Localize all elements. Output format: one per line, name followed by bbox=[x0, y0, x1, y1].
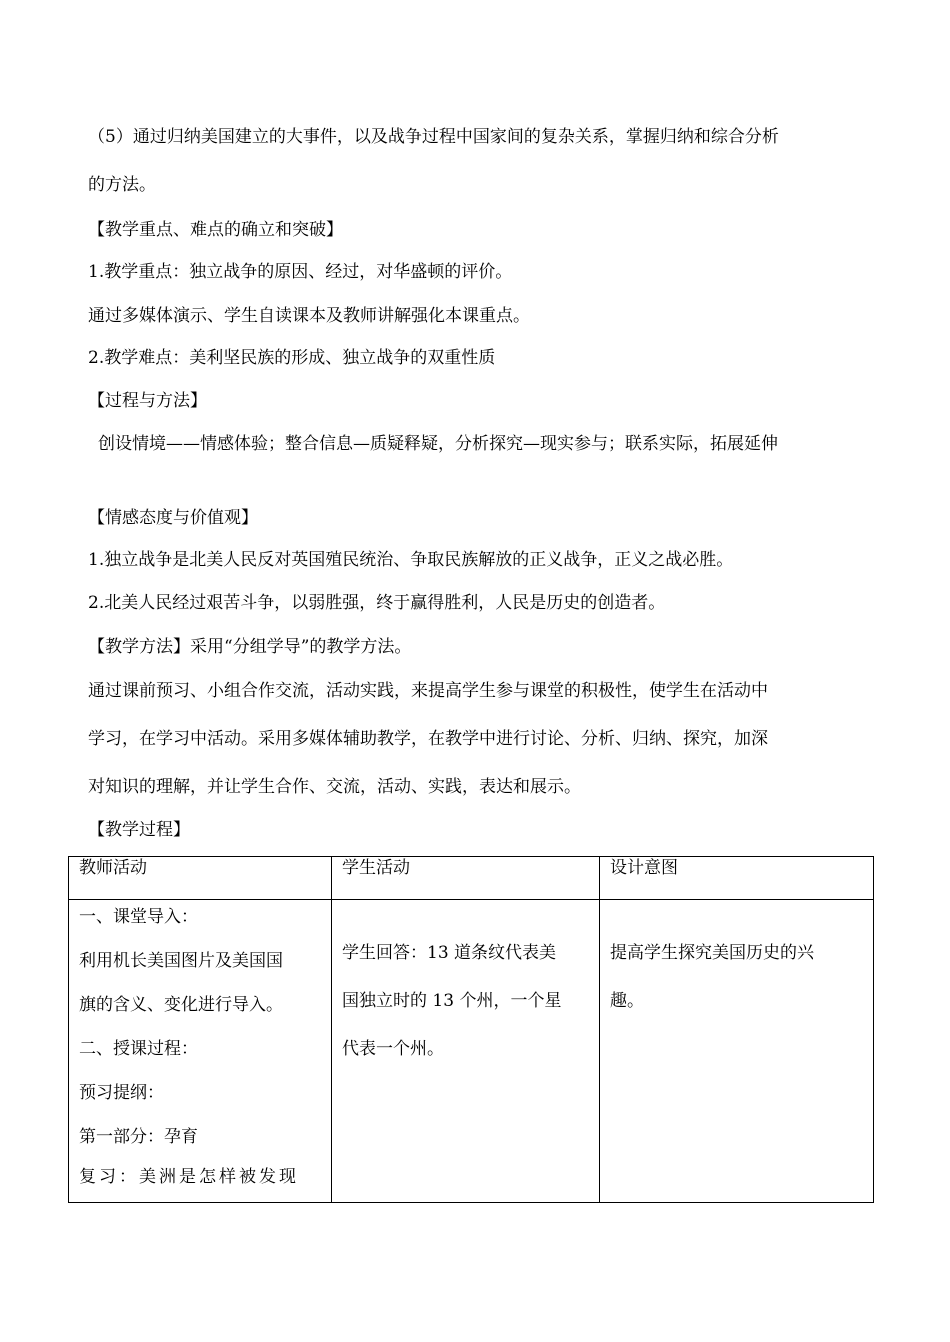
student-line: 学生回答：13 道条纹代表美 bbox=[342, 943, 557, 963]
teaching-method-detail-1: 通过课前预习、小组合作交流，活动实践，来提高学生参与课堂的积极性，使学生在活动中 bbox=[88, 681, 768, 701]
teacher-line: 利用机长美国图片及美国国 bbox=[79, 951, 283, 971]
difficult-point: 2.教学难点：美利坚民族的形成、独立战争的双重性质 bbox=[88, 348, 496, 368]
teacher-line: 旗的含义、变化进行导入。 bbox=[79, 995, 283, 1015]
key-point-method: 通过多媒体演示、学生自读课本及教师讲解强化本课重点。 bbox=[88, 306, 530, 326]
header-teacher-activity: 教师活动 bbox=[69, 857, 332, 900]
teacher-line: 复习：美洲是怎样被发现 bbox=[79, 1167, 299, 1187]
teacher-line: 一、课堂导入： bbox=[79, 907, 198, 927]
teaching-method: 【教学方法】采用“分组学导”的教学方法。 bbox=[88, 637, 412, 657]
teacher-line: 第一部分：孕育 bbox=[79, 1127, 198, 1147]
teacher-line: 预习提纲： bbox=[79, 1083, 164, 1103]
teacher-line: 二、授课过程： bbox=[79, 1039, 198, 1059]
heading-teaching-process: 【教学过程】 bbox=[88, 820, 190, 840]
heading-key-difficult-points: 【教学重点、难点的确立和突破】 bbox=[88, 220, 343, 240]
intent-line: 提高学生探究美国历史的兴 bbox=[610, 943, 814, 963]
student-line: 国独立时的 13 个州，一个星 bbox=[342, 991, 562, 1011]
process-method-text: 创设情境——情感体验；整合信息—质疑释疑，分析探究—现实参与；联系实际，拓展延伸 bbox=[98, 434, 778, 454]
student-line: 代表一个州。 bbox=[342, 1039, 444, 1059]
header-design-intent: 设计意图 bbox=[600, 857, 874, 900]
objective-5-line-2: 的方法。 bbox=[88, 175, 156, 195]
student-activity-cell bbox=[332, 900, 600, 1203]
heading-emotion-values: 【情感态度与价值观】 bbox=[88, 508, 258, 528]
emotion-value-2: 2.北美人民经过艰苦斗争，以弱胜强，终于赢得胜利，人民是历史的创造者。 bbox=[88, 593, 666, 613]
objective-5-line-1: （5）通过归纳美国建立的大事件，以及战争过程中国家间的复杂关系，掌握归纳和综合分析 bbox=[88, 127, 779, 147]
heading-process-method: 【过程与方法】 bbox=[88, 391, 207, 411]
teaching-process-table bbox=[68, 856, 874, 1203]
teacher-activity-cell bbox=[69, 900, 332, 1203]
teaching-method-detail-3: 对知识的理解，并让学生合作、交流，活动、实践，表达和展示。 bbox=[88, 777, 581, 797]
teaching-method-detail-2: 学习，在学习中活动。采用多媒体辅助教学，在教学中进行讨论、分析、归纳、探究，加深 bbox=[88, 729, 768, 749]
emotion-value-1: 1.独立战争是北美人民反对英国殖民统治、争取民族解放的正义战争，正义之战必胜。 bbox=[88, 550, 734, 570]
header-student-activity: 学生活动 bbox=[332, 857, 600, 900]
design-intent-cell bbox=[600, 900, 874, 1203]
intent-line: 趣。 bbox=[610, 991, 644, 1011]
table-header-row bbox=[69, 857, 874, 900]
key-point: 1.教学重点：独立战争的原因、经过，对华盛顿的评价。 bbox=[88, 262, 513, 282]
table-row bbox=[69, 900, 874, 1203]
